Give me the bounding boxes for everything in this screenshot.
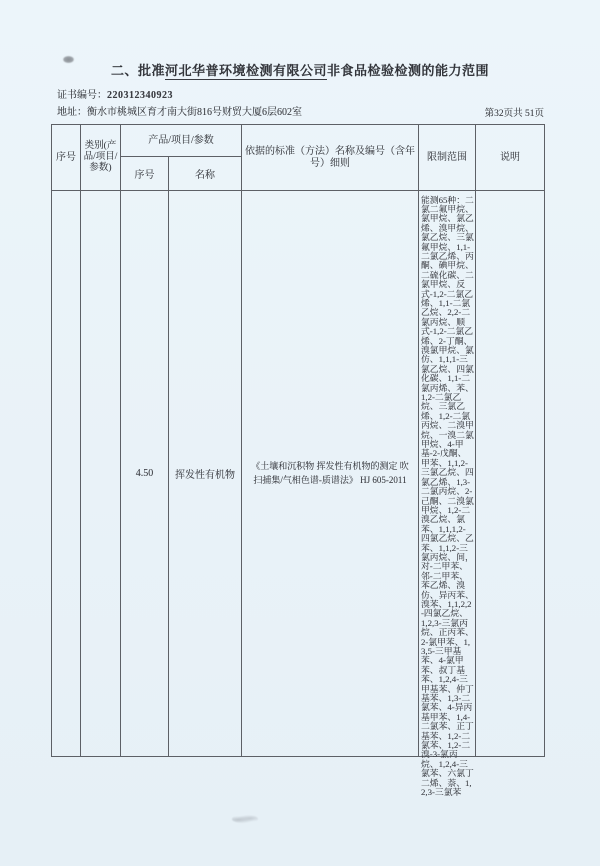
certificate-number-label: 证书编号： (57, 90, 107, 101)
title-prefix: 二、批准 (110, 63, 165, 78)
cell-product-seq: 4.50 (121, 191, 169, 757)
cell-seq (52, 191, 81, 757)
title-suffix: 非食品检验检测的能力范围 (327, 63, 490, 78)
page-title (0, 60, 600, 79)
address-value: 衡水市桃城区育才南大街816号财贸大厦6层602室 (87, 107, 302, 118)
limit-scope-text: 能测65种：二氯二氟甲烷、氯甲烷、氯乙烯、溴甲烷、氯乙烷、三氯氟甲烷、1,1-二氯乙烯、丙酮、碘甲烷、二硫化碳、二氯甲烷、反式-1,2-二氯乙烯、1,1-二氯乙烷、2,2-二氯丙烷、顺式-1,2-二氯乙烯、2-丁酮、溴氯甲烷、氯仿、1,1,1-三氯乙烷、四氯化碳、1,1-二氯丙烯、苯、1,2-二氯乙烷、三氯乙烯、1,2-二氯丙烷、二溴甲烷、一溴二氯甲烷、4-甲基-2-戊酮、甲苯、1,1,2-三氯乙烷、四氯乙烯、1,3-二氯丙烷、2-己酮、二溴氯甲烷、1,2-二溴乙烷、氯苯、1,1,1,2-四氯乙烷、乙苯、1,1,2-三氯丙烷、间，对-二甲苯、邻-二甲苯、苯乙烯、溴仿、异丙苯、溴苯、1,1,2,2-四氯乙烷、1,2,3-三氯丙烷、正丙苯、2-氯甲苯、1,3,5-三甲基苯、4-氯甲苯、叔丁基苯、1,2,4-三甲基苯、仲丁基苯、1,3-二氯苯、4-异丙基甲苯、1,4-二氯苯、正丁基苯、1,2-二氯苯、1,2-二溴-3-氯丙烷、1,2,4-三氯苯、六氯丁二烯、萘、1,2,3-三氯苯 (421, 194, 474, 798)
cell-product-name: 挥发性有机物 (169, 191, 242, 757)
header-seq: 序号 (52, 125, 81, 191)
header-category: 类别(产品/项目/参数) (81, 125, 121, 191)
capability-scope-table (51, 124, 545, 798)
header-standard: 依据的标准（方法）名称及编号（含年号）细则 (242, 125, 419, 191)
header-product-name: 名称 (169, 157, 242, 191)
address-label: 地址： (57, 107, 87, 118)
header-note: 说明 (476, 125, 545, 191)
cell-category (81, 191, 121, 757)
certificate-number-line (57, 86, 173, 101)
standard-method-text: 《土壤和沉积物 挥发性有机物的测定 吹扫捕集/气相色谱-质谱法》 HJ 605-2011 (251, 461, 409, 485)
header-limit-scope: 限制范围 (419, 125, 476, 191)
cell-standard (242, 191, 419, 757)
cell-limit-scope (419, 191, 476, 798)
certificate-number-value: 220312340923 (107, 90, 173, 101)
page-number-indicator: 第32页共 51页 (484, 109, 544, 119)
address-line (57, 103, 302, 118)
table-row (52, 191, 545, 757)
scan-artifact-footer (232, 815, 258, 823)
table-header-row-1 (52, 125, 545, 157)
title-company-name: 河北华普环境检测有限公司 (164, 63, 327, 78)
header-product-group: 产品/项目/参数 (121, 125, 242, 157)
header-product-seq: 序号 (121, 157, 169, 191)
cell-note (476, 191, 545, 757)
